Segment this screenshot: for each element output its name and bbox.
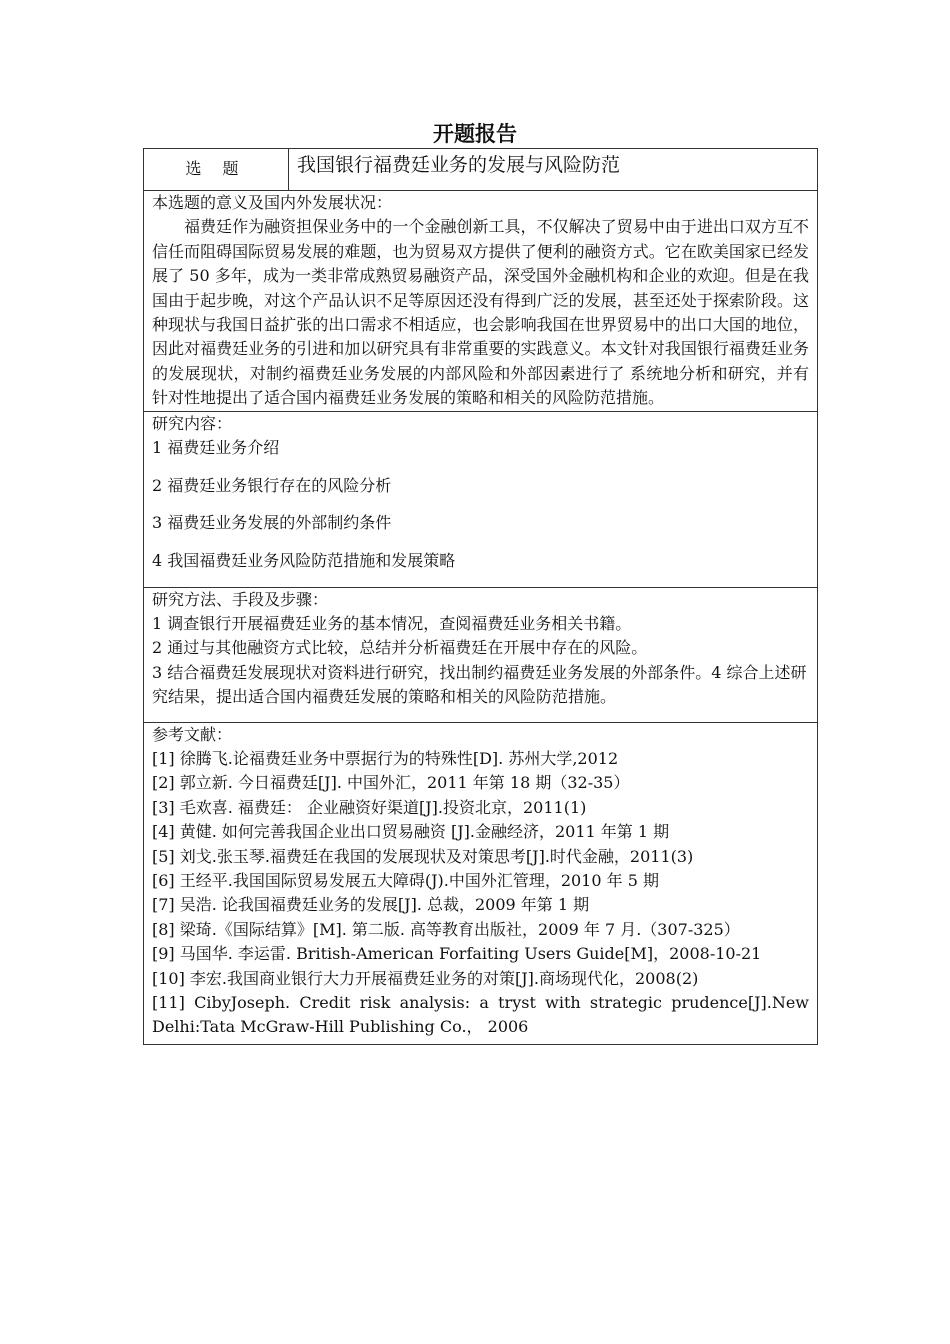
significance-heading: 本选题的意义及国内外发展状况： — [152, 193, 393, 212]
reference-item: [11] CibyJoseph. Credit risk analysis: a tryst with strategic prudence[J].New Delhi:Tata McGraw-Hill Publishing Co.， 2006 — [152, 993, 809, 1037]
content-row — [144, 411, 818, 587]
topic-row — [144, 149, 818, 191]
methods-item: 1 调查银行开展福费廷业务的基本情况，查阅福费廷业务相关书籍。 — [152, 613, 632, 633]
report-table — [143, 148, 818, 1045]
reference-item: [3] 毛欢喜. 福费廷： 企业融资好渠道[J].投资北京，2011(1) — [152, 797, 587, 817]
methods-heading: 研究方法、手段及步骤： — [152, 589, 329, 609]
reference-item: [9] 马国华. 李运雷. British-American Forfaiting Users Guide[M]，2008-10-21 — [152, 944, 762, 964]
content-item: 1 福费廷业务介绍 — [152, 438, 280, 458]
content-item: 3 福费廷业务发展的外部制约条件 — [152, 513, 392, 533]
content-item: 2 福费廷业务银行存在的风险分析 — [152, 475, 392, 495]
reference-item: [8] 梁琦.《国际结算》[M]. 第二版. 高等教育出版社，2009 年 7 月.（307-325） — [152, 919, 740, 939]
content-cell — [144, 411, 818, 587]
content-heading: 研究内容： — [152, 413, 233, 433]
reference-item: [1] 徐腾飞.论福费廷业务中票据行为的特殊性[D]. 苏州大学,2012 — [152, 749, 619, 769]
significance-paragraph: 福费廷作为融资担保业务中的一个金融创新工具，不仅解决了贸易中由于进出口双方互不信任而阻碍国际贸易发展的难题，也为贸易双方提供了便利的融资方式。它在欧美国家已经发展了 50 多年，成为一类非常成熟贸易融资产品，深受国外金融机构和企业的欢迎。但是在我国由于起步晚，对这个产品认识不足等原因还没有得到广泛的发展，甚至还处于探索阶段。这种现状与我国日益扩张的出口需求不相适应，也会影响我国在世界贸易中的出口大国的地位，因此对福费廷业务的引进和加以研究具有非常重要的实践意义。本文针对我国银行福费廷业务的发展现状，对制约福费廷业务发展的内部风险和外部因素进行了 系统地分析和研究，并有针对性地提出了适合国内福费廷业务发展的策略和相关的风险防范措施。 — [152, 217, 809, 408]
methods-item: 3 结合福费廷发展现状对资料进行研究，找出制约福费廷业务发展的外部条件。4 综合上述研究结果，提出适合国内福费廷发展的策略和相关的风险防范措施。 — [152, 662, 807, 707]
reference-item: [7] 吴浩. 论我国福费廷业务的发展[J]. 总裁，2009 年第 1 期 — [152, 895, 590, 915]
references-heading: 参考文献： — [152, 724, 233, 744]
methods-cell — [144, 587, 818, 722]
topic-label: 选 题 — [144, 149, 289, 191]
methods-item: 2 通过与其他融资方式比较，总结并分析福费廷在开展中存在的风险。 — [152, 638, 648, 658]
content-item: 4 我国福费廷业务风险防范措施和发展策略 — [152, 551, 456, 571]
references-row — [144, 722, 818, 1044]
reference-item: [6] 王经平.我国国际贸易发展五大障碍(J).中国外汇管理，2010 年 5 期 — [152, 871, 659, 891]
reference-item: [5] 刘戈.张玉琴.福费廷在我国的发展现状及对策思考[J].时代金融，2011(3) — [152, 846, 694, 866]
significance-cell — [144, 191, 818, 412]
significance-row — [144, 191, 818, 412]
content-list — [152, 436, 809, 574]
reference-item: [2] 郭立新. 今日福费廷[J]. 中国外汇，2011 年第 18 期（32-35） — [152, 773, 630, 793]
reference-item: [10] 李宏.我国商业银行大力开展福费廷业务的对策[J].商场现代化，2008(2) — [152, 968, 699, 988]
methods-row — [144, 587, 818, 722]
references-cell — [144, 722, 818, 1044]
page-title: 开题报告 — [433, 122, 517, 146]
topic-value: 我国银行福费廷业务的发展与风险防范 — [289, 149, 818, 191]
reference-item: [4] 黄健. 如何完善我国企业出口贸易融资 [J].金融经济，2011 年第 1 期 — [152, 822, 670, 842]
